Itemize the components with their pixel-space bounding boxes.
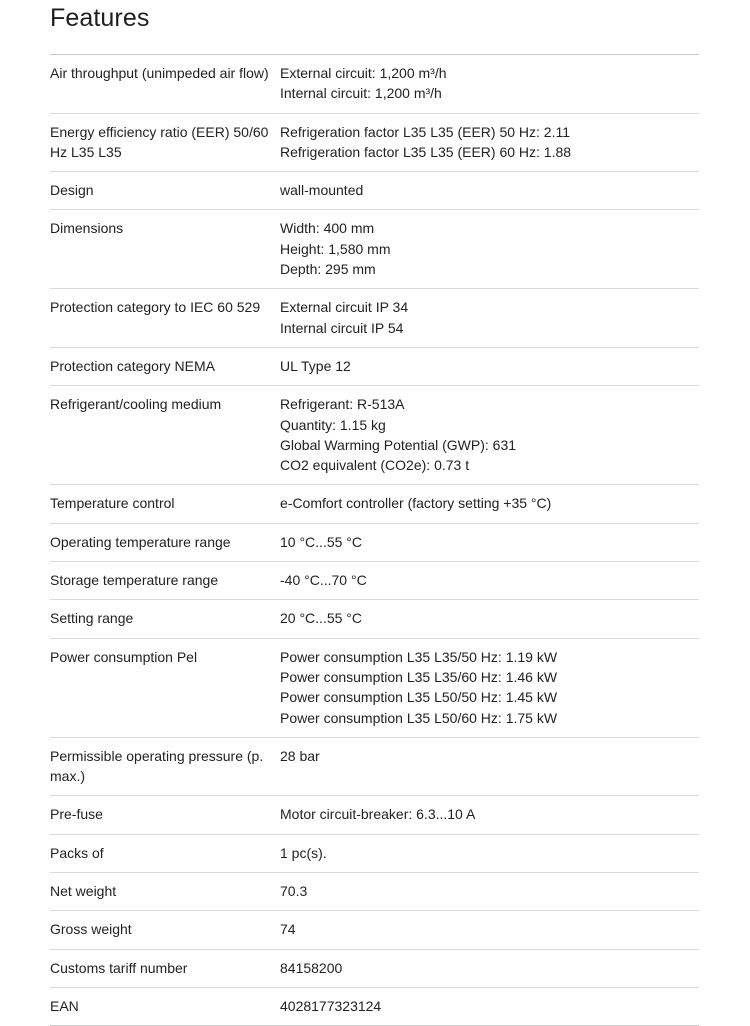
feature-value: Power consumption L35 L50/60 Hz: 1.75 kW — [280, 709, 558, 726]
feature-row — [50, 113, 699, 173]
feature-value: Refrigeration factor L35 L35 (EER) 60 Hz: 1.88 — [280, 143, 572, 160]
feature-value: Power consumption L35 L35/60 Hz: 1.46 kW — [280, 668, 558, 685]
feature-values — [280, 218, 699, 279]
feature-value: Height: 1,580 mm — [280, 240, 391, 257]
feature-value: -40 °C...70 °C — [280, 572, 367, 589]
feature-values — [280, 180, 699, 200]
feature-row — [50, 910, 699, 949]
feature-value: Power consumption L35 L50/50 Hz: 1.45 kW — [280, 689, 558, 706]
feature-label: Refrigerant/cooling medium — [50, 396, 222, 413]
feature-value: 84158200 — [280, 959, 343, 976]
feature-label: Permissible operating pressure (p. max.) — [50, 747, 264, 785]
feature-label: Operating temperature range — [50, 533, 231, 550]
feature-values — [280, 996, 699, 1016]
feature-value: wall-mounted — [280, 182, 364, 199]
feature-value: Motor circuit-breaker: 6.3...10 A — [280, 806, 476, 823]
feature-values — [280, 297, 699, 338]
feature-value: Power consumption L35 L35/50 Hz: 1.19 kW — [280, 648, 558, 665]
feature-value: Width: 400 mm — [280, 220, 375, 237]
feature-label: Power consumption Pel — [50, 648, 198, 665]
feature-row — [50, 561, 699, 600]
feature-row — [50, 385, 699, 485]
feature-value: Global Warming Potential (GWP): 631 — [280, 436, 517, 453]
feature-value: 74 — [280, 921, 296, 938]
feature-value: 70.3 — [280, 883, 308, 900]
feature-row — [50, 737, 699, 797]
feature-value: Depth: 295 mm — [280, 261, 376, 278]
feature-label: Pre-fuse — [50, 806, 103, 823]
feature-label: Net weight — [50, 883, 117, 900]
feature-values — [280, 746, 699, 787]
feature-row — [50, 288, 699, 348]
feature-values — [280, 919, 699, 939]
feature-values — [280, 63, 699, 104]
feature-values — [280, 608, 699, 628]
feature-row — [50, 484, 699, 523]
feature-label: Protection category to IEC 60 529 — [50, 299, 261, 316]
feature-value: External circuit IP 34 — [280, 299, 409, 316]
feature-values — [280, 804, 699, 824]
feature-value: e-Comfort controller (factory setting +35 °C) — [280, 495, 552, 512]
feature-value: External circuit: 1,200 m³/h — [280, 65, 447, 81]
feature-row — [50, 834, 699, 873]
feature-value: Internal circuit IP 54 — [280, 319, 404, 336]
feature-label: Customs tariff number — [50, 959, 188, 976]
feature-row — [50, 55, 699, 114]
feature-label: EAN — [50, 997, 79, 1014]
feature-label: Setting range — [50, 610, 134, 627]
feature-value: 4028177323124 — [280, 997, 382, 1014]
feature-values — [280, 647, 699, 728]
feature-values — [280, 356, 699, 376]
feature-row — [50, 638, 699, 738]
feature-value: CO2 equivalent (CO2e): 0.73 t — [280, 457, 470, 474]
feature-label: Gross weight — [50, 921, 132, 938]
features-table — [50, 54, 699, 1026]
feature-value: Internal circuit: 1,200 m³/h — [280, 85, 442, 102]
feature-value: Refrigerant: R-513A — [280, 396, 405, 413]
feature-label: Storage temperature range — [50, 572, 219, 589]
feature-row — [50, 171, 699, 210]
feature-values — [280, 122, 699, 163]
feature-values — [280, 532, 699, 552]
feature-values — [280, 958, 699, 978]
feature-row — [50, 347, 699, 386]
feature-row — [50, 209, 699, 289]
feature-row — [50, 599, 699, 638]
feature-value: Quantity: 1.15 kg — [280, 416, 386, 433]
feature-value: 20 °C...55 °C — [280, 610, 363, 627]
feature-label: Air throughput (unimpeded air flow) — [50, 65, 269, 81]
feature-value: 1 pc(s). — [280, 844, 327, 861]
feature-label: Temperature control — [50, 495, 175, 512]
feature-row — [50, 523, 699, 562]
feature-values — [280, 394, 699, 475]
feature-label: Design — [50, 182, 94, 199]
feature-label: Dimensions — [50, 220, 124, 237]
feature-row — [50, 795, 699, 834]
feature-row — [50, 949, 699, 988]
feature-label: Protection category NEMA — [50, 357, 215, 374]
feature-values — [280, 493, 699, 513]
feature-value: Refrigeration factor L35 L35 (EER) 50 Hz: 2.11 — [280, 123, 571, 140]
feature-value: 10 °C...55 °C — [280, 533, 363, 550]
feature-label: Energy efficiency ratio (EER) 50/60 Hz L35 L35 — [50, 123, 269, 160]
page-title: Features — [50, 4, 150, 32]
feature-values — [280, 570, 699, 590]
feature-value: 28 bar — [280, 747, 320, 764]
feature-label: Packs of — [50, 844, 104, 861]
feature-values — [280, 843, 699, 863]
feature-row — [50, 987, 699, 1026]
feature-row — [50, 872, 699, 911]
feature-values — [280, 881, 699, 901]
feature-value: UL Type 12 — [280, 357, 351, 374]
